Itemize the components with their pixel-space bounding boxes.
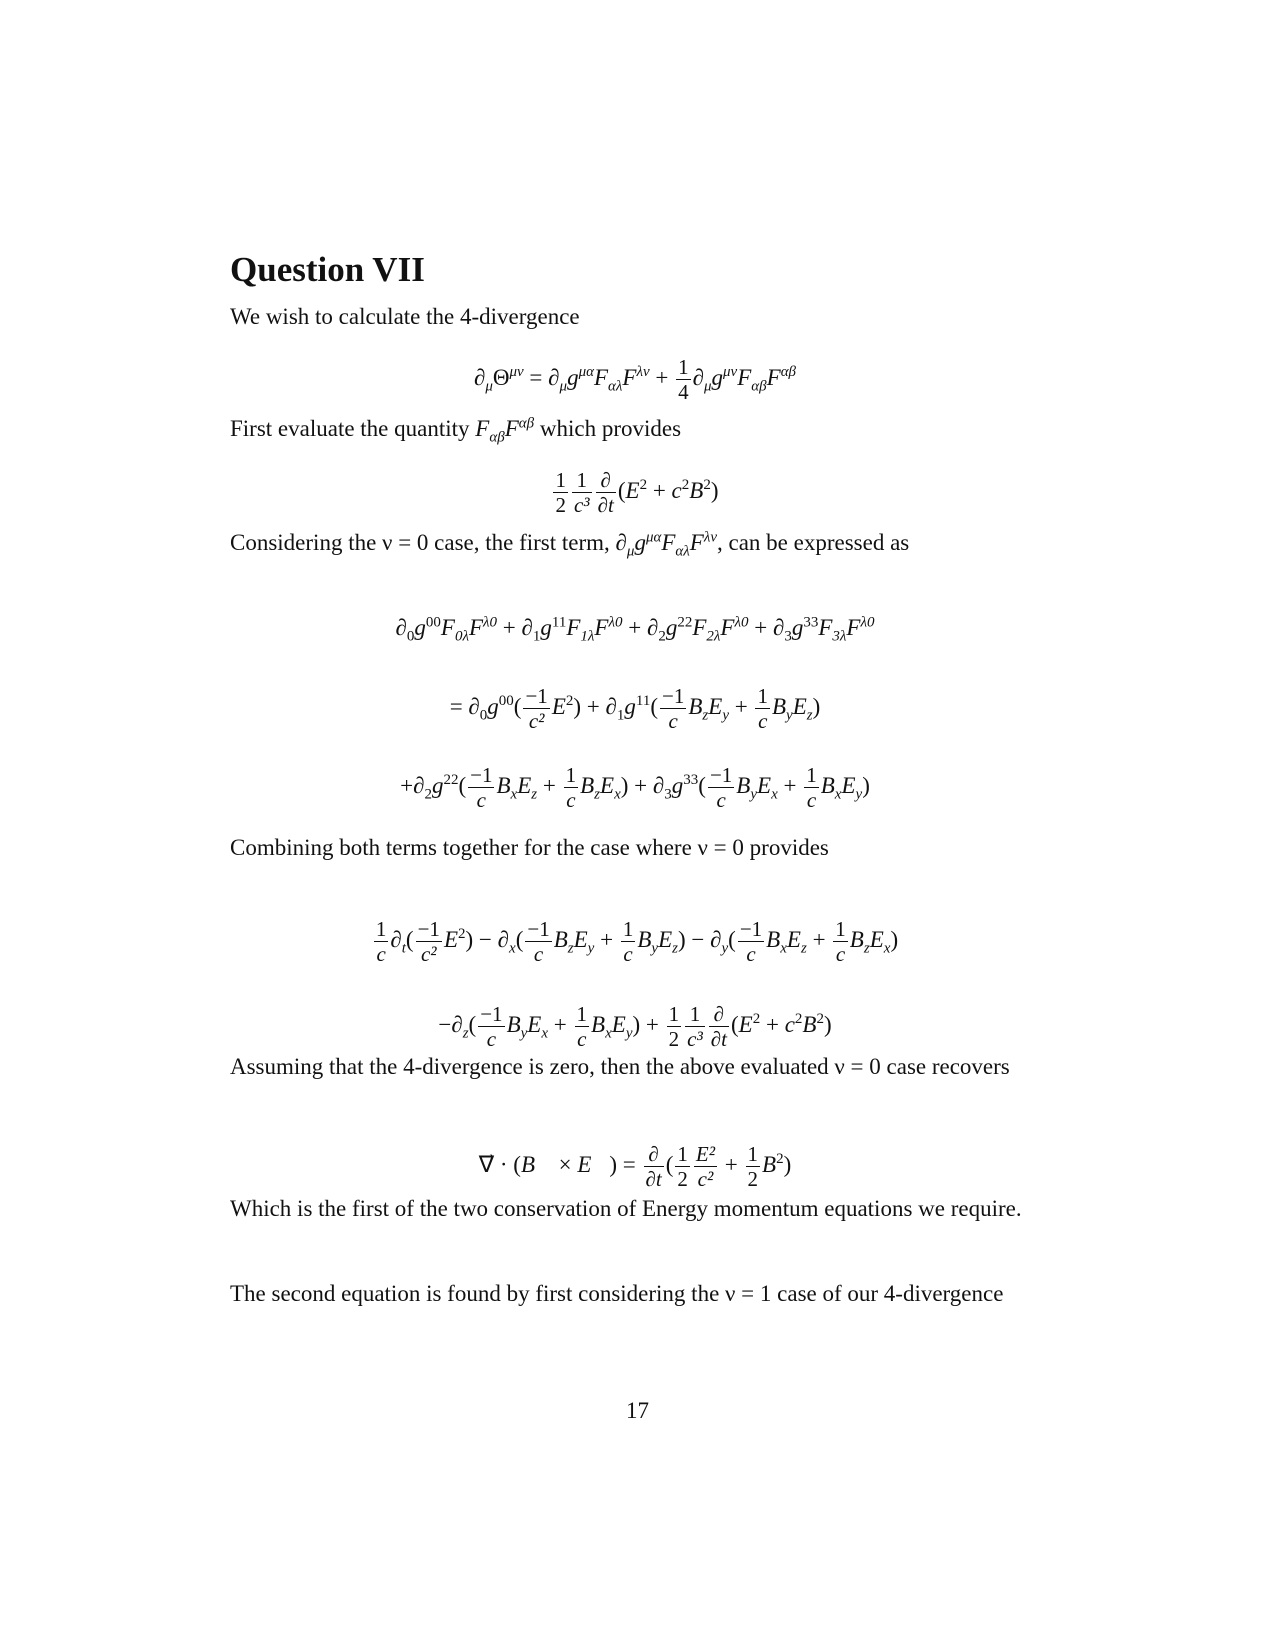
combining-paragraph: Combining both terms together for the case where ν = 0 provides xyxy=(230,835,829,860)
equation-field-invariant-derivative: $\frac{1}{2}$ $\frac{1}{\text{c³}}$ $\frac{\partial}{\partial t}$ $(E^2 + c^2B^2)$ xyxy=(555,468,719,517)
page-number: 17 xyxy=(626,1398,649,1423)
equation-combined-line-2: $-\partial_z$( $\frac{-1}{c}$ $B_yE_x$ + $\frac{1}{c}$ $B_xE_y$) + $\frac{1}{2}$ $\frac{1}{\text{c³}}$ $\frac{\partial}{\partial t}$ $(E^2 + c^2B^2)$ xyxy=(438,1002,832,1051)
equation-4-divergence: $\partial_\mu\Theta^{\mu\nu} = \partial_\mu g^{\mu\alpha}F_{\alpha\lambda}F^{\lambda\nu}$ + $\frac{1}{4}$ $\partial_\mu g^{\mu\nu}F_{\alpha\beta}F^{\alpha\beta}$ xyxy=(473,355,797,404)
fraction-one-quarter: $\frac{1}{4}$ xyxy=(678,355,689,404)
first-equation-paragraph: Which is the first of the two conservation of Energy momentum equations we require. xyxy=(230,1196,1022,1221)
equation-combined-line-1: $\frac{1}{c}$ $\partial_t$( $\frac{-1}{\text{c²}}$ $E^2) - \partial_x$( $\frac{-1}{c}$ $B_zE_y$ + $\frac{1}{c}$ $B_yE_z) - \partial_y$( $\frac{-1}{c}$ $B_xE_z$ + $\frac{1}{c}$ $B_zE_x$) xyxy=(375,917,899,966)
equation-energy-conservation: ∇⃗ · (B⃗ × E⃗) = $\frac{\partial}{\partial t}$ ( $\frac{1}{2}$ $\frac{\text{E²}}{\text{c²}}$ + $\frac{1}{2}$ $B^2$) xyxy=(478,1142,792,1191)
evaluate-paragraph: First evaluate the quantity $F_{\alpha\beta}F^{\alpha\beta}$ which provides xyxy=(230,415,682,446)
second-equation-paragraph: The second equation is found by first considering the ν = 1 case of our 4-divergence xyxy=(230,1281,1004,1306)
intro-paragraph: We wish to calculate the 4-divergence xyxy=(230,304,580,329)
first-term-paragraph: Considering the ν = 0 case, the first term, $\partial_\mu g^{\mu\alpha}F_{\alpha\lambda}F^{\lambda\nu}$, can be expressed as xyxy=(230,529,910,560)
equation-expansion-line-1: $\partial_0g^{00}F_{0\lambda}F^{\lambda 0} + \partial_1g^{11}F_{1\lambda}F^{\lambda 0} + \partial_2g^{22}F_{2\lambda}F^{\lambda 0} + \partial_3g^{33}F_{3\lambda}F^{\lambda 0}$ xyxy=(395,614,875,645)
equation-expansion-line-3: $+\partial_2g^{22}$( $\frac{-1}{c}$ $B_xE_z$ + $\frac{1}{c}$ $B_zE_x) + \partial_3g^{33}$( $\frac{-1}{c}$ $B_yE_x$ + $\frac{1}{c}$ $B_xE_y$) xyxy=(400,763,870,812)
assuming-paragraph: Assuming that the 4-divergence is zero, then the above evaluated ν = 0 case recovers xyxy=(230,1054,1010,1079)
question-heading: Question VII xyxy=(230,250,425,289)
equation-expansion-line-2: = $\partial_0g^{00}$( $\frac{-1}{\text{c²}}$ $E^2) + \partial_1g^{11}$( $\frac{-1}{c}$ $B_zE_y$ + $\frac{1}{c}$ $B_yE_z$) xyxy=(449,684,821,733)
